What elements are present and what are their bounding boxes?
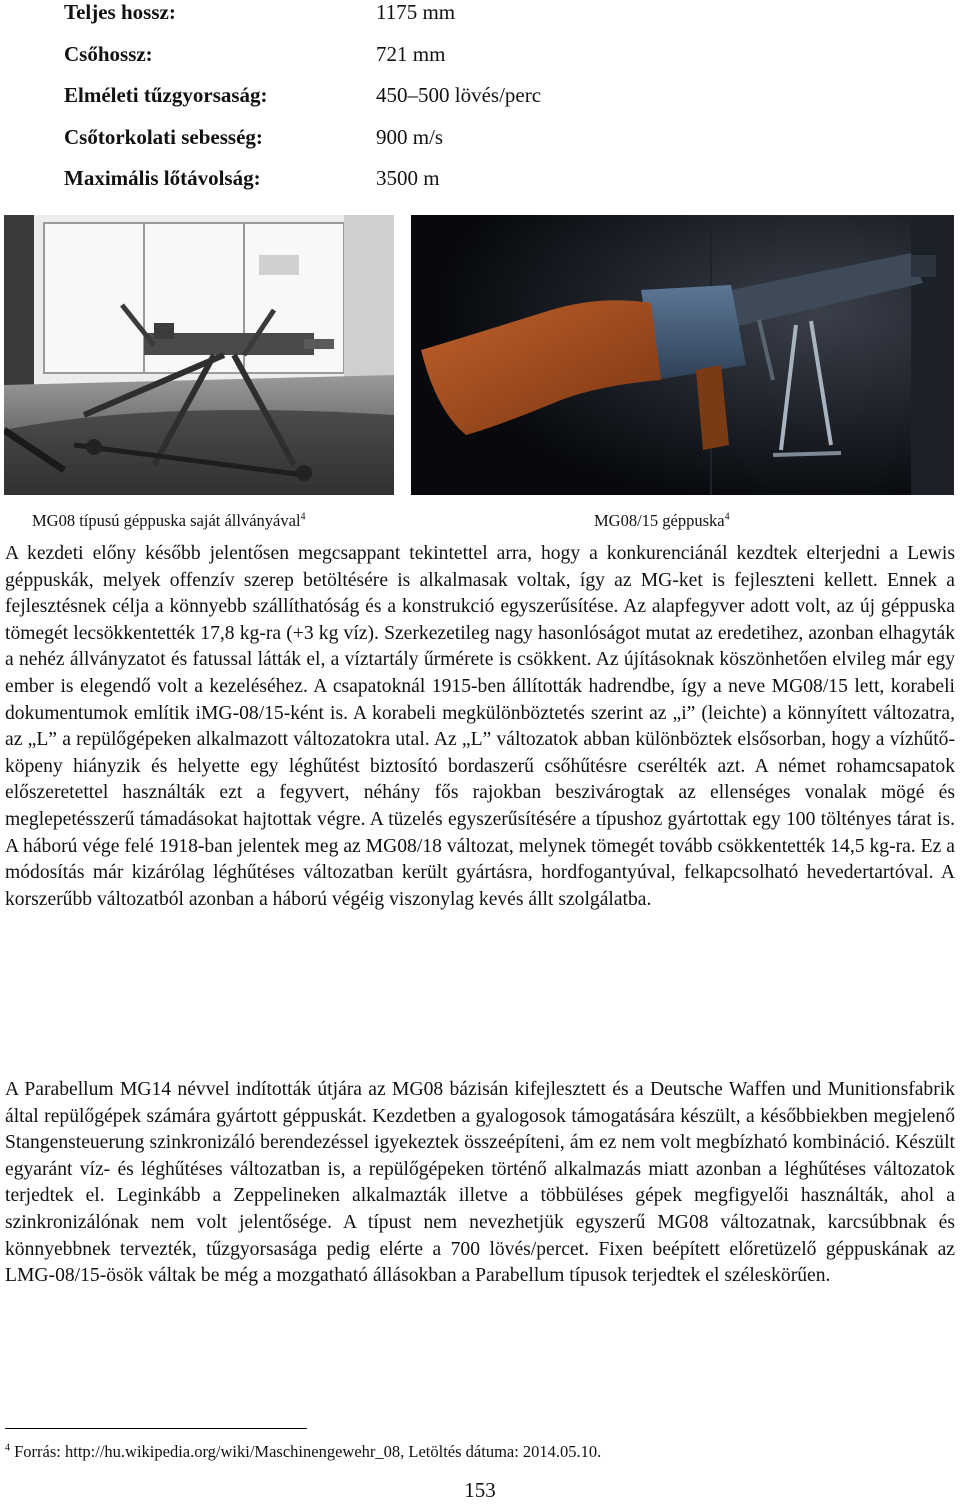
- mg08-tripod-photo: [4, 215, 394, 495]
- spec-label: Csőtorkolati sebesség:: [64, 124, 263, 149]
- caption-text: MG08 típusú géppuska saját állványával: [32, 511, 301, 530]
- footnote-divider: [5, 1428, 307, 1429]
- spec-value: 450–500 lövés/perc: [376, 83, 542, 107]
- footnote: [5, 1442, 601, 1462]
- footnote-ref: 4: [300, 511, 306, 523]
- body-paragraph: A Parabellum MG14 névvel indították útjára az MG08 bázisán kifejlesztett és a Deutsche Waffen und Munitionsfabrik által repülőgépek számára gyártott géppuskát. Kezdetben a gyalogosok támogatására készült, a későbbiekben megjelenő Stangensteuerung szinkronizáló berendezéssel igyekeztek összeépíteni, ám ez nem volt megbízható kombináció. Készült egyaránt víz- és léghűtéses változatban is, a repülőgépeken történő alkalmazás miatt azonban a léghűtéses változatok terjedtek el. Leginkább a Zeppelineken alkalmazták illetve a többüléses gépek megfigyelői használták, ahol a szinkronizálónak nem volt jelentősége. A típust nem nevezhetjük egyszerű MG08 változatnak, karcsúbbnak és könnyebbnek tervezték, tűzgyorsasága pedig elérte a 700 lövés/percet. Fixen beépített előretüzelő géppuskának az LMG-08/15-ösök váltak be még a mozgatható állásokban a Parabellum típusok terjedtek el széleskörűen.: [5, 1079, 955, 1287]
- figure-caption-right: [594, 511, 730, 531]
- spec-value: 3500 m: [376, 166, 440, 190]
- spec-value: 900 m/s: [376, 124, 444, 149]
- footnote-text: Forrás: http://hu.wikipedia.org/wiki/Maschinengewehr_08, Letöltés dátuma: 2014.05.10.: [10, 1442, 602, 1461]
- mg08-15-photo: [411, 215, 954, 495]
- mg08-15-illustration: [411, 215, 954, 495]
- figure-caption-left: [32, 511, 306, 531]
- spec-value: 1175 mm: [376, 0, 456, 24]
- page-number: 153: [464, 1478, 496, 1502]
- spec-label: Maximális lőtávolság:: [64, 166, 261, 190]
- spec-label: Teljes hossz:: [64, 0, 176, 24]
- mg08-tripod-illustration: [4, 215, 394, 495]
- footnote-number: 4: [5, 1442, 10, 1454]
- spec-label: Csőhossz:: [64, 41, 153, 66]
- spec-label: Elméleti tűzgyorsaság:: [64, 83, 268, 107]
- spec-value: 721 mm: [376, 41, 446, 66]
- body-paragraph: A kezdeti előny később jelentősen megcsappant tekintettel arra, hogy a konkurenciánál kezdtek elterjedni a Lewis géppuskák, melyek offenzív szerep betöltésére is alkalmasak voltak, így az MG-ket is fejleszteni kellett. Ennek a fejlesztésnek célja a könnyebb szállíthatóság és a konstrukció egyszerűsítése. Az alapfegyver adott volt, az új géppuska tömegét lecsökkentették 17,8 kg-ra (+3 kg víz). Szerkezetileg nagy hasonlóságot mutat az eredetihez, azonban elhagyták a nehéz állványzatot és fatussal látták el, a víztartály űrmérete is csökkent. Az újításoknak köszönhetően elvileg már egy ember is elegendő volt a kezeléséhez. A csapatoknál 1915-ben állították hadrendbe, így a neve MG08/15 lett, korabeli dokumentumok említik iMG-08/15-ként is. A korabeli megkülönböztetés szerint az „i” (leichte) a könnyített változatra, az „L” a repülőgépeken alkalmazott változatokra utal. Az „L” változatok abban különböztek elsősorban, hogy a vízhűtő-köpeny hiányzik és helyette egy léghűtést biztosító bordaszerű csőhűtésre cserélték azt. A német rohamcsapatok előszeretettel használták ezt a fegyvert, néhány fős rajokban beszivárogtak az ellenséges vonalak mögé és meglepetésszerű támadásokat hajtottak végre. A tüzelés egyszerűsítésére a típushoz gyártottak egy 100 töltényes tárat is. A háború vége felé 1918-ban jelentek meg az MG08/18 változat, melynek tömegét tovább csökkentették 14,5 kg-ra. Ez a módosítás már kizárólag léghűtéses változatban került gyártásra, hordfogantyúval, felkapcsolható hevedertartóval. A korszerűbb változatból azonban a háború végéig viszonylag kevés állt szolgálatba.: [5, 543, 955, 910]
- caption-text: MG08/15 géppuska: [594, 511, 725, 530]
- footnote-ref: 4: [724, 511, 730, 523]
